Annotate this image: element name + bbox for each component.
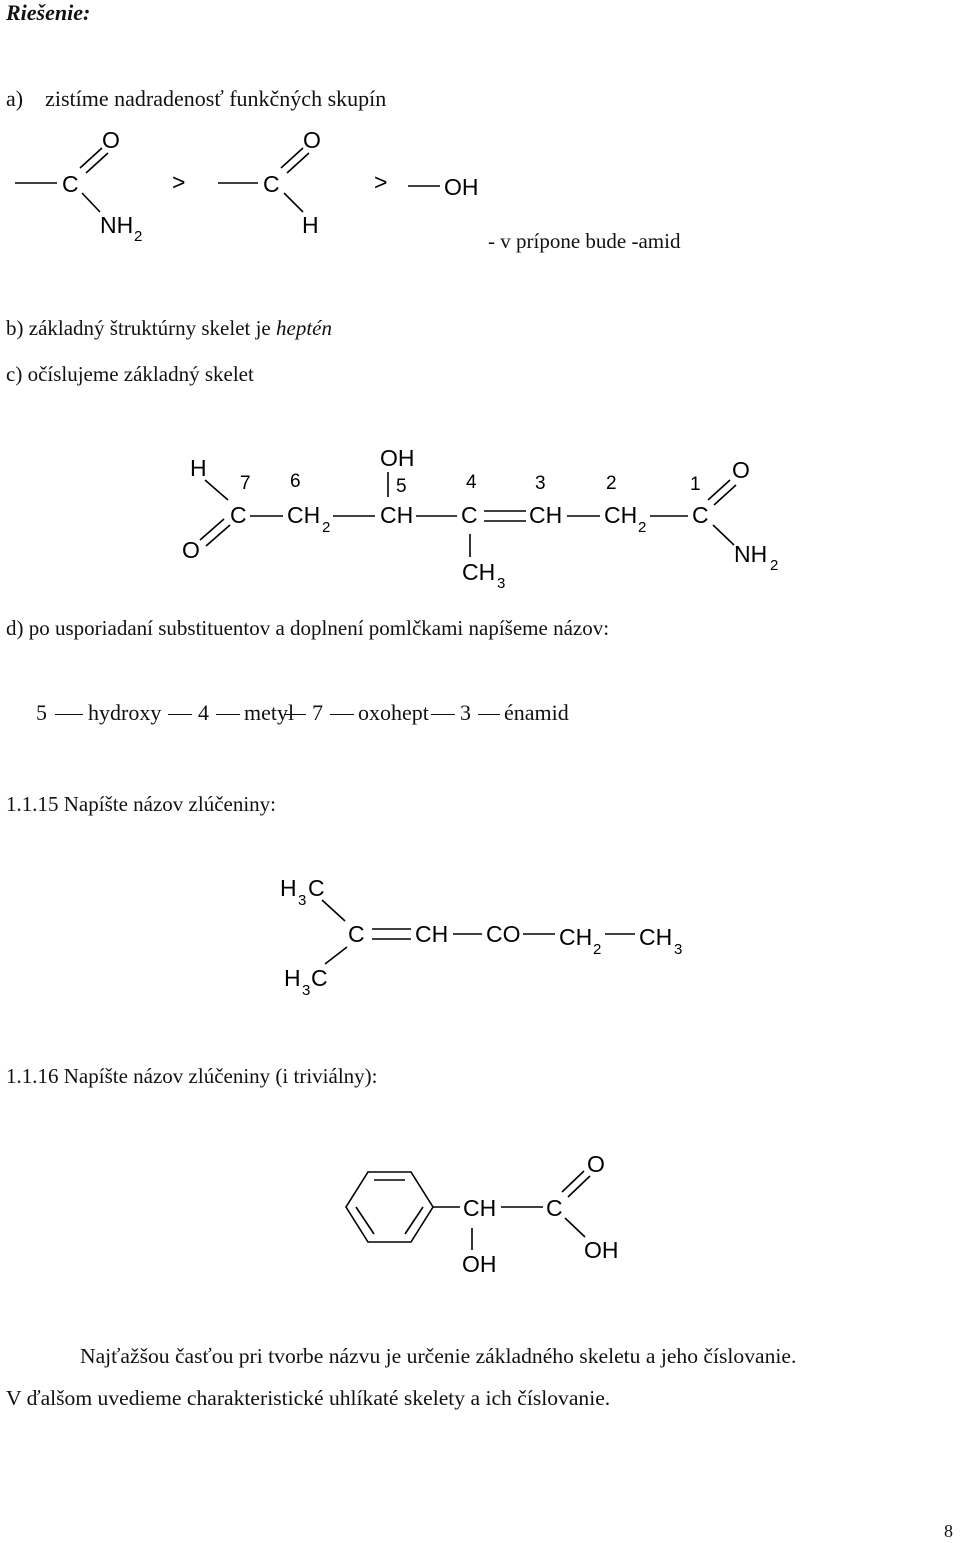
skel-nh-sub: 2 [770, 557, 779, 574]
locant-7: 7 [240, 473, 251, 494]
name-part-4: metyl [244, 700, 295, 725]
name-part-6: oxohept [358, 700, 429, 725]
ex16-ch: CH [463, 1195, 497, 1221]
skel-o-right: O [732, 457, 750, 483]
skel-c1: C [692, 502, 709, 528]
ex16-oh-lower: OH [462, 1251, 497, 1277]
dash [431, 714, 455, 715]
locant-5: 5 [396, 476, 407, 497]
ex15-co: CO [486, 921, 521, 947]
skel-c7: C [230, 502, 247, 528]
ex15-sub-bottom: 3 [302, 982, 311, 999]
greater-than-1: > [172, 169, 186, 195]
skel-c6: CH [287, 502, 321, 528]
benzene-ring [346, 1172, 433, 1242]
aldehyde-hydrogen: H [302, 212, 319, 238]
name-part-2: hydroxy [88, 700, 162, 725]
skel-c4: C [461, 502, 478, 528]
aldehyde-oxygen: O [303, 127, 321, 153]
hydroxy-group: OH [444, 174, 479, 200]
skel-c2-sub: 2 [638, 519, 647, 536]
exercise-15-structure [0, 860, 960, 1000]
ex15-ch2-sub: 2 [593, 941, 602, 958]
ex15-h-top: H [280, 875, 297, 901]
locant-3: 3 [535, 473, 546, 494]
skel-o-left: O [182, 537, 200, 563]
dash [478, 714, 500, 715]
compound-name [36, 702, 596, 728]
locant-1: 1 [690, 474, 701, 495]
skel-c3: CH [529, 502, 563, 528]
ex15-c-central: C [348, 921, 365, 947]
ex15-c-bottom: C [311, 965, 328, 991]
ex15-ch3: CH [639, 924, 673, 950]
numbered-skeleton-structure [0, 440, 960, 600]
part-a-text: a) zistíme nadradenosť funkčných skupín [6, 86, 387, 111]
locant-6: 6 [290, 471, 301, 492]
amide-nitrogen: NH [100, 212, 134, 238]
dash [216, 714, 240, 715]
ex15-c-top: C [308, 875, 325, 901]
amide-subscript: 2 [134, 228, 143, 245]
skel-c5: CH [380, 502, 414, 528]
part-d-text: d) po usporiadaní substituentov a doplnení pomlčkami napíšeme názov: [6, 616, 610, 640]
locant-4: 4 [466, 472, 477, 493]
skel-methyl-sub: 3 [497, 575, 506, 592]
skel-nh: NH [734, 541, 768, 567]
exercise-16-structure [0, 1140, 960, 1280]
section-heading: Riešenie: [6, 0, 91, 25]
suffix-note: - v prípone bude -amid [488, 229, 681, 253]
ex16-oh-acid: OH [584, 1237, 619, 1263]
amide-oxygen: O [102, 127, 120, 153]
ex15-ch: CH [415, 921, 449, 947]
skel-oh: OH [380, 445, 415, 471]
ex15-h-bottom: H [284, 965, 301, 991]
locant-2: 2 [606, 473, 617, 494]
part-b-prefix: b) základný štruktúrny skelet je [6, 316, 277, 340]
amide-carbon: C [62, 171, 79, 197]
ex15-ch2: CH [559, 924, 593, 950]
exercise-16-title: 1.1.16 Napíšte názov zlúčeniny (i triviálny): [6, 1064, 378, 1088]
skel-methyl: CH [462, 559, 496, 585]
ex16-o: O [587, 1151, 605, 1177]
dash [55, 714, 83, 715]
part-c-text: c) očíslujeme základný skelet [6, 362, 254, 386]
ex15-sub-top: 3 [298, 892, 307, 909]
name-part-8: énamid [504, 700, 569, 725]
name-part-7: 3 [460, 700, 471, 725]
aldehyde-carbon: C [263, 171, 280, 197]
conclusion-line-2: V ďalšom uvedieme charakteristické uhlíkaté skelety a ich číslovanie. [6, 1386, 611, 1410]
ex16-c: C [546, 1195, 563, 1221]
name-part-5: 7 [312, 700, 323, 725]
exercise-15-title: 1.1.15 Napíšte názov zlúčeniny: [6, 792, 277, 816]
dash [284, 714, 306, 715]
dash [168, 714, 192, 715]
skel-c6-sub: 2 [322, 519, 331, 536]
name-part-3: 4 [198, 700, 209, 725]
priority-diagram [0, 120, 960, 253]
part-b-text [6, 318, 332, 339]
greater-than-2: > [374, 169, 388, 195]
name-part-1: 5 [36, 700, 47, 725]
skel-c2: CH [604, 502, 638, 528]
dash [330, 714, 354, 715]
conclusion-line-1: Najťažšou časťou pri tvorbe názvu je určenie základného skeletu a jeho číslovanie. [80, 1344, 797, 1368]
skel-h: H [190, 455, 207, 481]
ex15-ch3-sub: 3 [674, 941, 683, 958]
part-b-skeleton: heptén [276, 316, 332, 340]
page-number: 8 [944, 1521, 953, 1541]
